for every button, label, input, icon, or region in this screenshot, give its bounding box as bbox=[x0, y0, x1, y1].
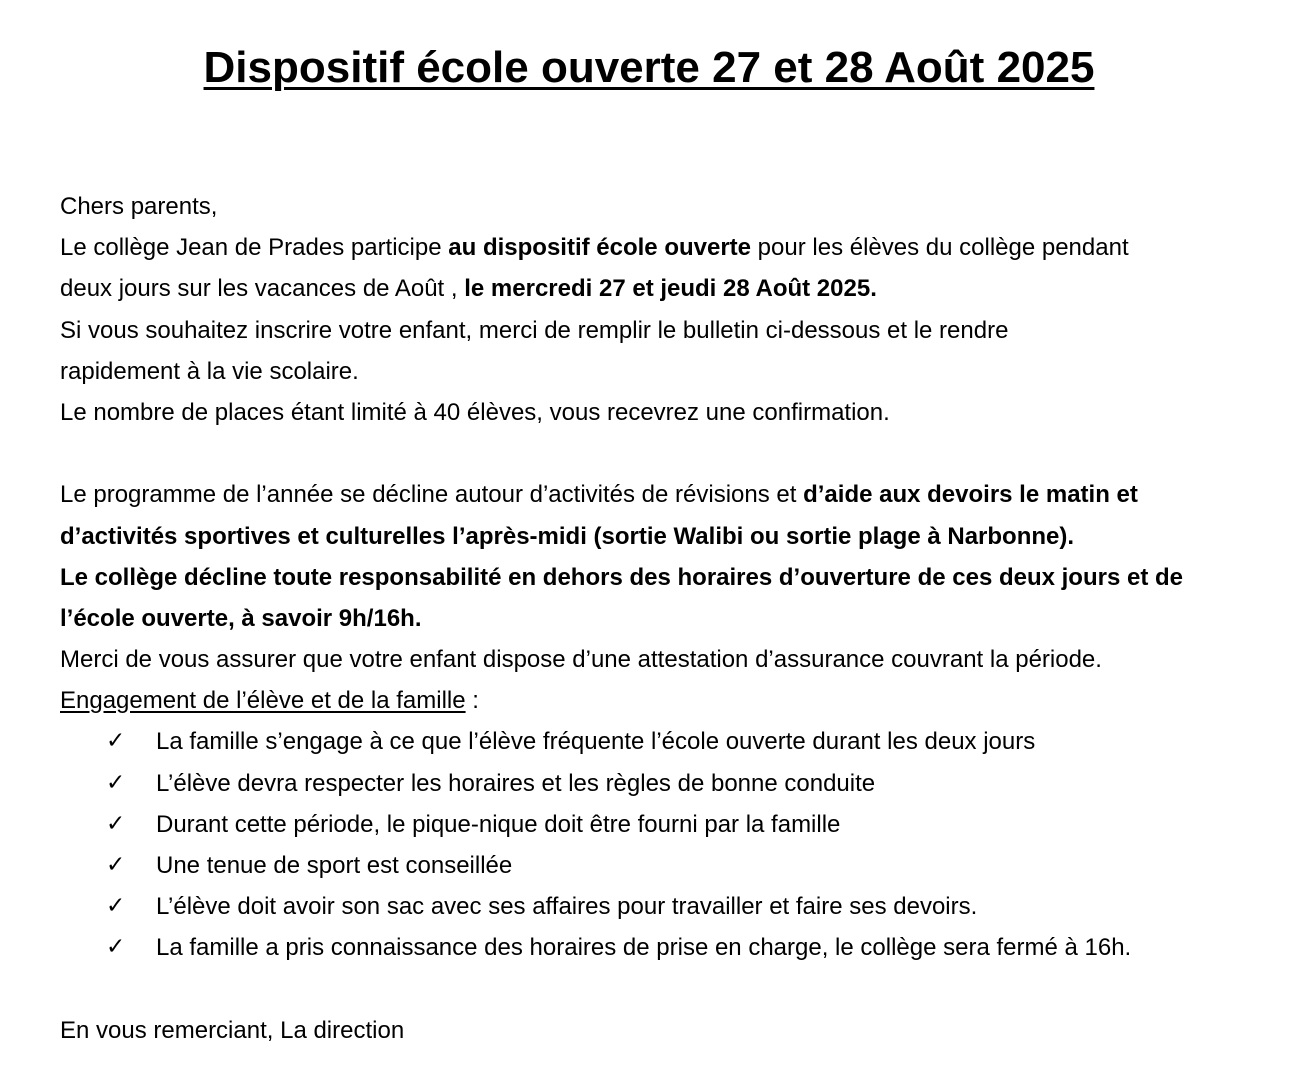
list-item-text: Une tenue de sport est conseillée bbox=[156, 852, 513, 879]
intro-text-d: deux jours sur les vacances de Août , bbox=[60, 275, 465, 303]
list-item-text: Durant cette période, le pique-nique doit être fourni par la famille bbox=[156, 810, 841, 838]
document-title: Dispositif école ouverte 27 et 28 Août 2025 bbox=[203, 43, 1095, 92]
list-item bbox=[60, 763, 1260, 804]
responsibility-line-1: Le collège décline toute responsabilité en dehors des horaires d’ouverture de ces deux jours et de bbox=[60, 563, 1183, 591]
intro-text-a: Le collège Jean de Prades participe bbox=[60, 234, 449, 262]
list-item bbox=[60, 804, 1260, 845]
list-item-text: L’élève doit avoir son sac avec ses affaires pour travailler et faire ses devoirs. bbox=[156, 893, 978, 921]
list-item bbox=[60, 721, 1260, 762]
list-item bbox=[60, 927, 1260, 968]
greeting: Chers parents, bbox=[60, 193, 218, 220]
program-text-b: d’aide aux devoirs le matin et bbox=[803, 481, 1138, 509]
intro-dates: le mercredi 27 et jeudi 28 Août 2025. bbox=[464, 275, 877, 303]
signup-line-1: Si vous souhaitez inscrire votre enfant, merci de remplir le bulletin ci-dessous et le rendre bbox=[60, 316, 1009, 344]
list-item-text: L’élève devra respecter les horaires et les règles de bonne conduite bbox=[156, 769, 876, 797]
checkmark-icon: ✓ bbox=[106, 852, 126, 878]
intro-line-2 bbox=[60, 268, 1260, 309]
checkmark-icon: ✓ bbox=[106, 934, 126, 961]
intro-line-1 bbox=[60, 227, 1260, 268]
program-text-a: Le programme de l’année se décline autour d’activités de révisions et bbox=[60, 481, 804, 509]
signup-line-2: rapidement à la vie scolaire. bbox=[60, 357, 359, 385]
closing-line: En vous remerciant, La direction bbox=[60, 1016, 405, 1044]
list-item bbox=[60, 845, 1260, 886]
list-item bbox=[60, 886, 1260, 927]
checkmark-icon: ✓ bbox=[106, 893, 126, 920]
intro-text-c: pour les élèves du collège pendant bbox=[751, 234, 1129, 262]
spacer bbox=[60, 969, 1260, 1010]
checkmark-icon: ✓ bbox=[106, 810, 126, 837]
intro-program-name: au dispositif école ouverte bbox=[448, 234, 752, 262]
engagement-list bbox=[60, 721, 1260, 968]
places-notice: Le nombre de places étant limité à 40 élèves, vous recevrez une confirmation. bbox=[60, 398, 890, 426]
program-line-1 bbox=[60, 474, 1260, 515]
program-line-2: d’activités sportives et culturelles l’après-midi (sortie Walibi ou sortie plage à Narbonne). bbox=[60, 522, 1075, 550]
list-item-text: La famille a pris connaissance des horaires de prise en charge, le collège sera fermé à 16h. bbox=[156, 934, 1132, 962]
insurance-notice: Merci de vous assurer que votre enfant dispose d’une attestation d’assurance couvrant la période. bbox=[60, 646, 1102, 674]
list-item-text: La famille s’engage à ce que l’élève fréquente l’école ouverte durant les deux jours bbox=[156, 728, 1036, 756]
letter-body bbox=[60, 186, 1260, 1051]
engagement-heading-suffix: : bbox=[465, 687, 479, 715]
checkmark-icon: ✓ bbox=[106, 769, 126, 796]
checkmark-icon: ✓ bbox=[106, 728, 126, 755]
engagement-heading-line bbox=[60, 680, 1260, 721]
spacer bbox=[60, 433, 1260, 474]
responsibility-line-2: l’école ouverte, à savoir 9h/16h. bbox=[60, 604, 422, 632]
engagement-heading: Engagement de l’élève et de la famille bbox=[60, 687, 466, 715]
